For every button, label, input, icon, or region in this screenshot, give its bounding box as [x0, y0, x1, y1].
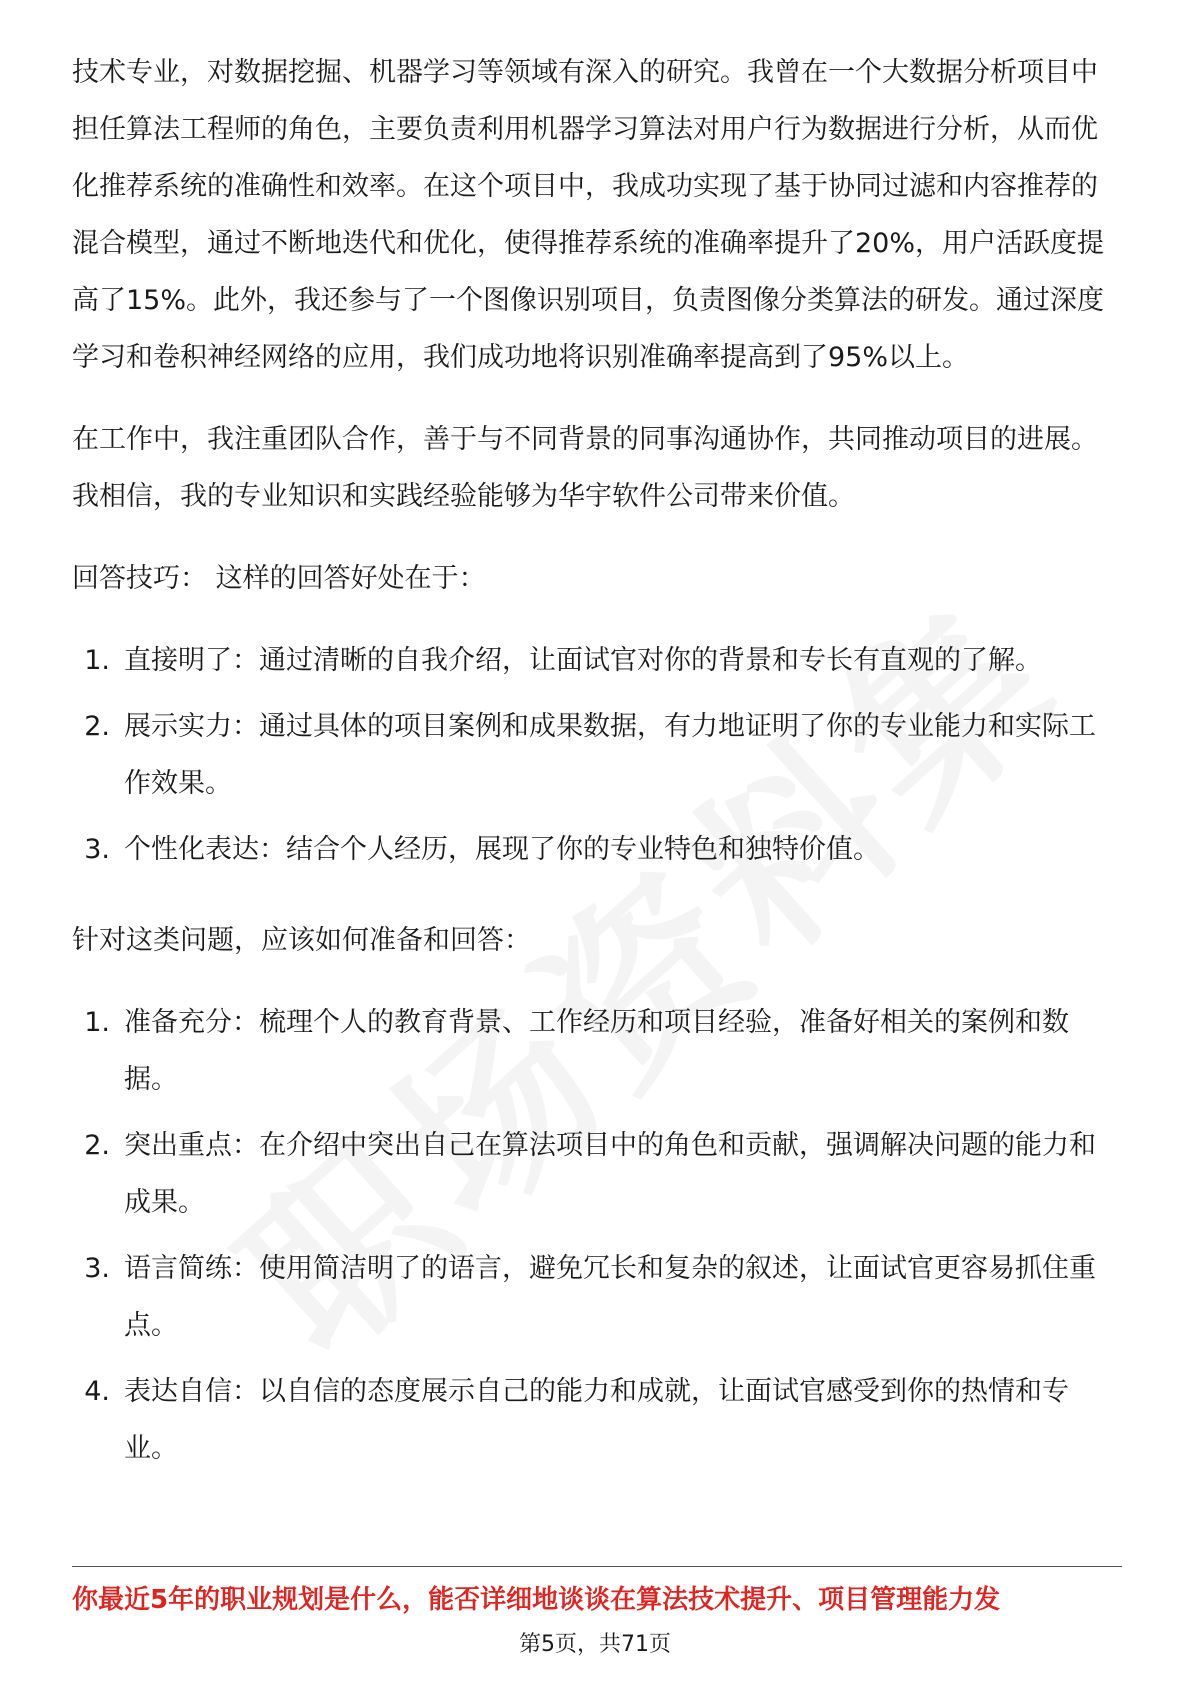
- list-text: 突出重点：在介绍中突出自己在算法项目中的角色和贡献，强调解决问题的能力和成果。: [124, 1130, 1096, 1218]
- list-item: [72, 698, 1122, 812]
- list-item: [72, 994, 1122, 1108]
- footer-divider: [72, 1566, 1122, 1567]
- list-text: 个性化表达：结合个人经历，展现了你的专业特色和独特价值。: [124, 834, 880, 865]
- list-item: [72, 632, 1122, 689]
- page-content: [72, 44, 1122, 1486]
- list-item: [72, 1117, 1122, 1231]
- tips-list: [72, 632, 1122, 878]
- list-number: 3.: [84, 834, 110, 865]
- list-number: 1.: [84, 1007, 110, 1038]
- list-number: 4.: [84, 1376, 110, 1407]
- list-text: 准备充分：梳理个人的教育背景、工作经历和项目经验，准备好相关的案例和数据。: [124, 1007, 1069, 1095]
- list-item: [72, 1363, 1122, 1477]
- page-number: 第5页，共71页: [519, 1632, 671, 1657]
- intro-paragraph: 技术专业，对数据挖掘、机器学习等领域有深入的研究。我曾在一个大数据分析项目中担任算法工程师的角色，主要负责利用机器学习算法对用户行为数据进行分析，从而优化推荐系统的准确性和效率。在这个项目中，我成功实现了基于协同过滤和内容推荐的混合模型，通过不断地迭代和优化，使得推荐系统的准确率提升了20%，用户活跃度提高了15%。此外，我还参与了一个图像识别项目，负责图像分类算法的研发。通过深度学习和卷积神经网络的应用，我们成功地将识别准确率提高到了95%以上。: [72, 57, 1105, 373]
- list-item: [72, 1240, 1122, 1354]
- prep-list: [72, 994, 1122, 1477]
- list-text: 展示实力：通过具体的项目案例和成果数据，有力地证明了你的专业能力和实际工作效果。: [124, 711, 1096, 799]
- list-text: 表达自信：以自信的态度展示自己的能力和成就，让面试官感受到你的热情和专业。: [124, 1376, 1069, 1464]
- list-item: [72, 821, 1122, 878]
- list-number: 1.: [84, 645, 110, 676]
- list-text: 语言简练：使用简洁明了的语言，避免冗长和复杂的叙述，让面试官更容易抓住重点。: [124, 1253, 1096, 1341]
- list-number: 2.: [84, 1130, 110, 1161]
- list-number: 2.: [84, 711, 110, 742]
- list-text: 直接明了：通过清晰的自我介绍，让面试官对你的背景和专长有直观的了解。: [124, 645, 1042, 676]
- tips-heading: 回答技巧： 这样的回答好处在于：: [72, 563, 486, 594]
- prep-heading: 针对这类问题，应该如何准备和回答：: [72, 925, 531, 956]
- next-question-heading: 你最近5年的职业规划是什么，能否详细地谈谈在算法技术提升、项目管理能力发: [72, 1585, 1001, 1615]
- teamwork-paragraph: 在工作中，我注重团队合作，善于与不同背景的同事沟通协作，共同推动项目的进展。我相信，我的专业知识和实践经验能够为华宇软件公司带来价值。: [72, 424, 1098, 512]
- list-number: 3.: [84, 1253, 110, 1284]
